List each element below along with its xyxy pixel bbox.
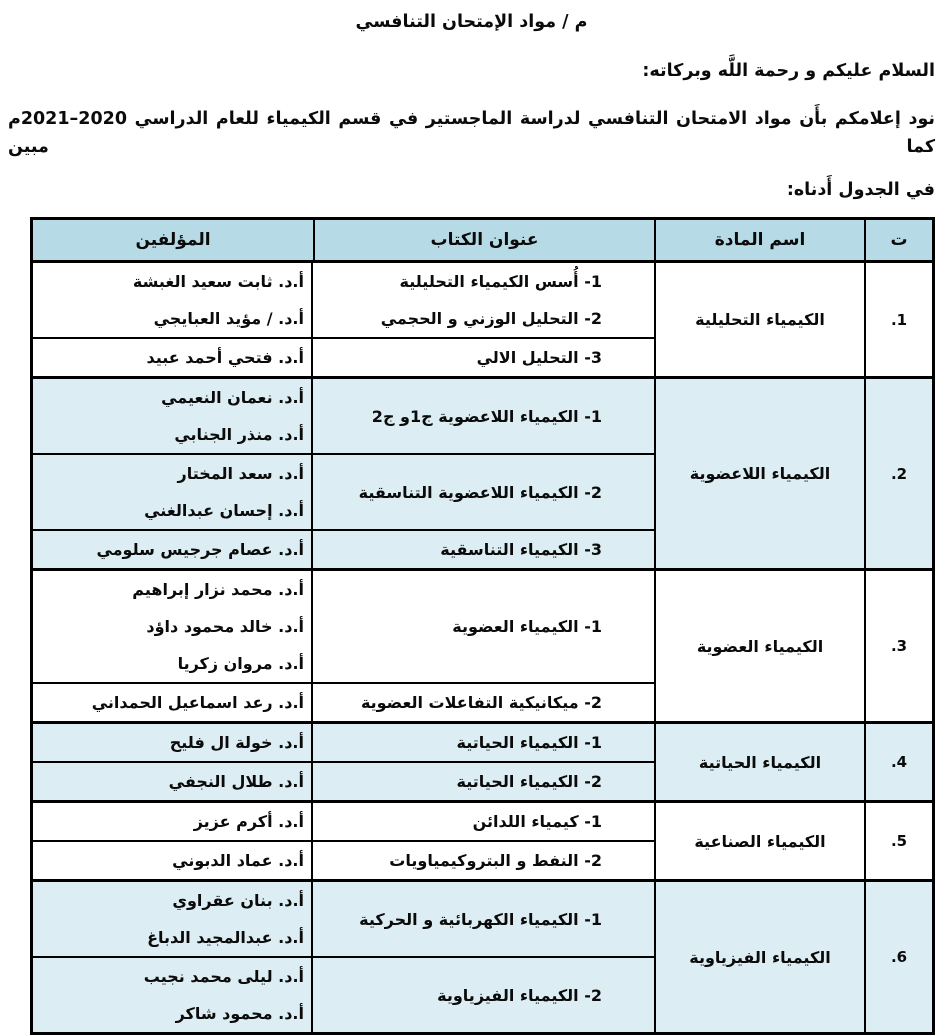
book-title-line: 1- الكيمياء الحياتية (456, 733, 602, 752)
book-subrow (33, 379, 654, 453)
author-name-line: أ.د. ليلى محمد نجيب (143, 967, 304, 986)
row-number-cell: 4. (890, 753, 908, 771)
table-group-row (33, 376, 932, 568)
table-body (33, 263, 932, 1032)
intro-line-2: في الجدول أَدناه: (786, 180, 935, 200)
book-title-line: 1- أُسس الكيمياء التحليلية (399, 272, 602, 291)
book-title-line: 2- الكيمياء الحياتية (456, 772, 602, 791)
book-title-line: 1- الكيمياء العضوية (452, 617, 602, 636)
book-title-line: 2- الكيمياء الفيزياوية (437, 985, 602, 1005)
author-name-line: أ.د. بنان عقراوي (172, 891, 304, 910)
page-title: م / مواد الإمتحان التنافسي (355, 12, 588, 32)
book-title-cell (313, 571, 654, 682)
subject-name-cell: الكيمياء الصناعية (656, 803, 866, 879)
book-title-cell (313, 455, 654, 529)
table-group-row (33, 879, 932, 1032)
books-authors-block (33, 571, 656, 721)
authors-cell (33, 842, 313, 879)
authors-cell (33, 455, 313, 529)
book-subrow (33, 803, 654, 840)
header-number: ت (890, 230, 908, 250)
book-subrow (33, 761, 654, 800)
book-title-cell (313, 882, 654, 956)
authors-cell (33, 571, 313, 682)
author-name-line: أ.د. نعمان النعيمي (161, 388, 304, 407)
row-number-cell: 1. (890, 310, 908, 329)
book-title-cell (313, 379, 654, 453)
author-name-line: أ.د. طلال النجفي (168, 772, 304, 791)
book-title-cell (313, 724, 654, 761)
author-name-line: أ.د. مروان زكريا (177, 654, 304, 673)
authors-cell (33, 339, 313, 376)
book-title-line: 2- التحليل الوزني و الحجمي (380, 309, 602, 328)
exam-subjects-table (30, 217, 935, 1035)
book-title-cell (313, 803, 654, 840)
book-subrow (33, 263, 654, 337)
books-authors-block (33, 263, 656, 376)
author-name-line: أ.د. رعد اسماعيل الحمداني (91, 693, 304, 712)
header-book-title: عنوان الكتاب (315, 220, 656, 260)
intro-line-1: نود إعلامكم بأَن مواد الامتحان التنافسي لدراسة الماجستير في قسم الكيمياء للعام الدراسي 2020–2021م كما مبين (8, 109, 935, 157)
authors-cell (33, 763, 313, 800)
row-number-cell: 6. (890, 948, 908, 966)
author-name-line: أ.د. ثابت سعيد الغبشة (132, 272, 304, 291)
subject-name-cell: الكيمياء التحليلية (656, 263, 866, 376)
subject-name-cell: الكيمياء اللاعضوية (656, 379, 866, 568)
authors-cell (33, 379, 313, 453)
author-name-line: أ.د. عماد الدبوني (172, 851, 304, 870)
book-title-cell (313, 531, 654, 568)
row-number-cell: 2. (890, 464, 908, 483)
book-subrow (33, 571, 654, 682)
book-title-line: 1- الكيمياء الكهربائية و الحركية (359, 909, 602, 929)
book-title-cell (313, 684, 654, 721)
author-name-line: أ.د. أكرم عزيز (193, 812, 304, 831)
author-name-line: أ.د. عصام جرجيس سلومي (96, 540, 304, 559)
greeting-line: السلام عليكم و رحمة اللَّه وبركاته: (642, 61, 935, 81)
book-subrow (33, 337, 654, 376)
book-title-line: 2- النفط و البتروكيمياويات (389, 851, 602, 870)
author-name-line: أ.د. محمد نزار إبراهيم (132, 580, 304, 599)
table-group-row (33, 721, 932, 800)
book-title-line: 1- كيمياء اللدائن (472, 812, 602, 831)
books-authors-block (33, 724, 656, 800)
authors-cell (33, 882, 313, 956)
author-name-line: أ.د. إحسان عبدالغني (144, 501, 304, 520)
author-name-line: أ.د. منذر الجنابي (174, 425, 304, 444)
book-title-line: 3- الكيمياء التناسقية (440, 540, 602, 559)
book-title-cell (313, 263, 654, 337)
book-subrow (33, 956, 654, 1032)
books-authors-block (33, 882, 656, 1032)
author-name-line: أ.د. محمود شاكر (175, 1004, 304, 1023)
subject-name-cell: الكيمياء الحياتية (656, 724, 866, 800)
book-subrow (33, 529, 654, 568)
author-name-line: أ.د. عبدالمجيد الدباغ (147, 928, 304, 947)
book-subrow (33, 724, 654, 761)
header-authors: المؤلفين (33, 220, 315, 260)
book-title-line: 3- التحليل الالي (476, 348, 602, 367)
book-title-line: 2- الكيمياء اللاعضوية التناسقية (358, 482, 602, 502)
book-title-cell (313, 763, 654, 800)
subject-name-cell: الكيمياء الفيزياوية (656, 882, 866, 1032)
header-subject: اسم المادة (656, 220, 866, 260)
book-title-cell (313, 842, 654, 879)
row-number-cell: 3. (890, 637, 908, 655)
book-title-line: 1- الكيمياء اللاعضوية ج1و ج2 (371, 406, 602, 426)
author-name-line: أ.د. / مؤيد العبايجي (153, 309, 304, 328)
author-name-line: أ.د. خولة ال فليح (169, 733, 304, 752)
book-title-line: 2- ميكانيكية التفاعلات العضوية (360, 693, 602, 712)
table-header-row (33, 220, 932, 263)
author-name-line: أ.د. فتحي أحمد عبيد (146, 348, 304, 367)
authors-cell (33, 531, 313, 568)
books-authors-block (33, 379, 656, 568)
book-title-cell (313, 339, 654, 376)
authors-cell (33, 263, 313, 337)
authors-cell (33, 684, 313, 721)
book-subrow (33, 453, 654, 529)
author-name-line: أ.د. خالد محمود داؤد (146, 617, 304, 636)
book-subrow (33, 682, 654, 721)
table-group-row (33, 568, 932, 721)
book-subrow (33, 840, 654, 879)
authors-cell (33, 958, 313, 1032)
row-number-cell: 5. (890, 832, 908, 850)
books-authors-block (33, 803, 656, 879)
author-name-line: أ.د. سعد المختار (177, 464, 304, 483)
subject-name-cell: الكيمياء العضوية (656, 571, 866, 721)
authors-cell (33, 724, 313, 761)
book-title-cell (313, 958, 654, 1032)
table-group-row (33, 263, 932, 376)
table-group-row (33, 800, 932, 879)
book-subrow (33, 882, 654, 956)
authors-cell (33, 803, 313, 840)
